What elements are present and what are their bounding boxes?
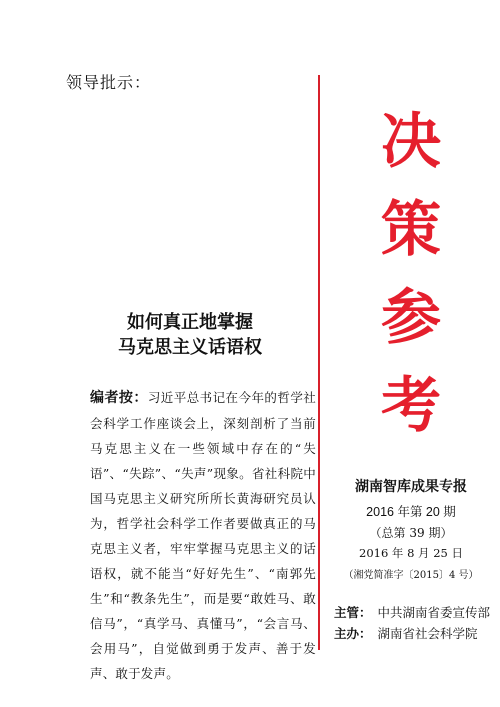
masthead-char-4: 考 [381, 371, 441, 441]
masthead-title [322, 98, 500, 450]
host-label: 主办： [334, 626, 372, 641]
publish-date: 2016 年 8 月 25 日 [359, 546, 463, 560]
right-column [322, 0, 500, 707]
editor-note [90, 385, 316, 686]
total-issue-number: （总第 39 期） [369, 526, 453, 540]
issue-number: 2016 年第 20 期 [366, 505, 456, 519]
host-value: 湖南省社会科学院 [377, 626, 478, 641]
article-title-line-1: 如何真正地掌握 [127, 312, 253, 333]
article-title [90, 310, 290, 360]
editor-note-body: 习近平总书记在今年的哲学社会科学工作座谈会上，深刻剖析了当前马克思主义在一些领域中存在的“失语”、“失踪”、“失声”现象。省社科院中国马克思主义研究所所长黄海研究员认为，哲学社会科学工作者要做真正的马克思主义者，牢牢掌握马克思主义的话语权，就不能当“好好先生”、“南郭先生”和“教条先生”，而是要“敢姓马、敢信马”，“真学马、真懂马”，“会言马、会用马”，自觉做到勇于发声、善于发声、敢于发声。 [90, 390, 316, 681]
masthead-char-1: 决 [381, 107, 441, 177]
supervisor-value: 中共湖南省委宣传部 [377, 605, 491, 620]
supervisor-row [334, 603, 490, 621]
masthead-char-3: 参 [381, 283, 441, 353]
editor-note-lead: 编者按： [90, 390, 148, 406]
masthead-char-2: 策 [381, 195, 441, 265]
supervisor-label: 主管： [334, 605, 372, 620]
series-name: 湖南智库成果专报 [355, 479, 467, 495]
host-row [334, 624, 478, 642]
article-title-line-2: 马克思主义话语权 [118, 337, 262, 358]
leader-instruction-label: 领导批示： [66, 73, 152, 92]
vertical-divider [318, 75, 320, 650]
permit-number: （湘党简准字〔2015〕4 号） [343, 570, 479, 581]
